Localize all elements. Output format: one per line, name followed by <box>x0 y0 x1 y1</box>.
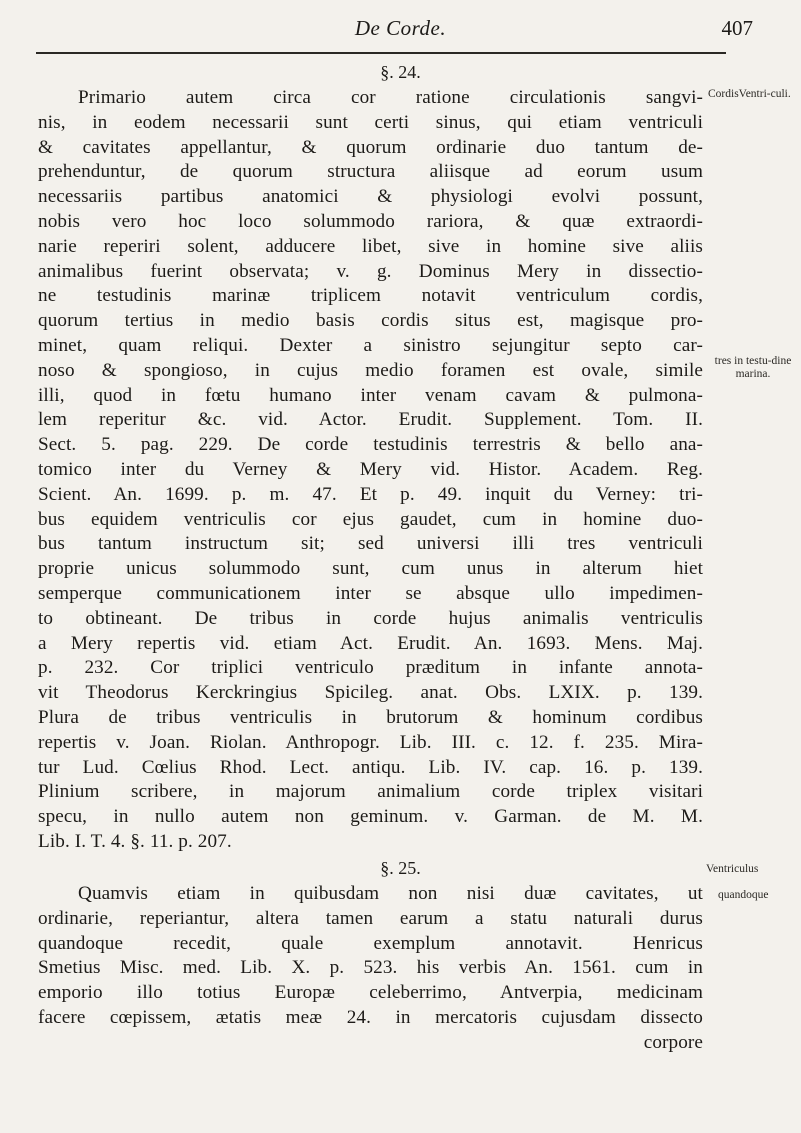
text-line: repertis v. Joan. Riolan. Anthropogr. Lib. III. c. 12. f. 235. Mira- <box>38 731 703 753</box>
text-line: illi, quod in fœtu humano inter venam cavam & pulmona- <box>38 384 703 406</box>
text-line: nobis vero hoc loco solummodo rariora, & quæ extraordi- <box>38 210 703 232</box>
running-head <box>0 16 801 46</box>
text-line: quandoque recedit, quale exemplum annotavit. Henricus <box>38 932 703 954</box>
marginal-note-quandoque: quandoque <box>718 889 769 901</box>
marginal-note-cordis-ventriculi: CordisVentri-culi. <box>708 88 791 100</box>
text-line: Plura de tribus ventriculis in brutorum & hominum cordibus <box>38 706 703 728</box>
text-line: lem reperitur &c. vid. Actor. Erudit. Supplement. Tom. II. <box>38 409 703 431</box>
marginal-note-tres-in-testudine: tres in testu-dine marina. <box>714 355 792 380</box>
text-line: Lib. I. T. 4. §. 11. p. 207. <box>38 830 232 852</box>
text-line: & cavitates appellantur, & quorum ordinarie duo tantum de- <box>38 136 703 158</box>
text-line: tur Lud. Cœlius Rhod. Lect. antiqu. Lib. IV. cap. 16. p. 139. <box>38 756 703 778</box>
paragraph-2 <box>38 882 703 1056</box>
text-line: Primario autem circa cor ratione circulationis sangvi- <box>78 87 703 108</box>
paragraph-1 <box>38 86 703 855</box>
text-line: emporio illo totius Europæ celeberrimo, Antverpia, medicinam <box>38 982 703 1004</box>
page-number: 407 <box>721 16 753 40</box>
text-line: Quamvis etiam in quibusdam non nisi duæ cavitates, ut <box>78 883 703 904</box>
text-line: bus equidem ventriculis cor ejus gaudet, cum in homine duo- <box>38 508 703 530</box>
text-line: to obtineant. De tribus in corde hujus animalis ventriculis <box>38 607 703 629</box>
marginal-note-ventriculus: Ventriculus <box>706 863 759 875</box>
text-line: semperque communicationem inter se absque ullo impedimen- <box>38 582 703 604</box>
text-line: tomico inter du Verney & Mery vid. Histor. Academ. Reg. <box>38 458 703 480</box>
text-line: proprie unicus solummodo sunt, cum unus in alterum hiet <box>38 558 703 580</box>
text-line: p. 232. Cor triplici ventriculo præditum in infante annota- <box>38 657 703 679</box>
text-line: animalibus fuerint observata; v. g. Dominus Mery in dissectio- <box>38 260 703 282</box>
header-rule <box>36 52 726 54</box>
text-line: Sect. 5. pag. 229. De corde testudinis terrestris & bello ana- <box>38 434 703 456</box>
text-line: narie reperiri solent, adducere libet, sive in homine sive aliis <box>38 235 703 257</box>
text-line: vit Theodorus Kerckringius Spicileg. anat. Obs. LXIX. p. 139. <box>38 682 703 704</box>
text-line: Smetius Misc. med. Lib. X. p. 523. his verbis An. 1561. cum in <box>38 957 703 979</box>
catchword: corpore <box>643 1031 703 1053</box>
text-line: facere cœpissem, ætatis meæ 24. in mercatoris cujusdam dissecto <box>38 1006 703 1028</box>
text-line: ordinarie, reperiantur, altera tamen earum a statu naturali durus <box>38 907 703 929</box>
text-line: ne testudinis marinæ triplicem notavit ventriculum cordis, <box>38 285 703 307</box>
text-line: necessariis partibus anatomici & physiologi evolvi possunt, <box>38 186 703 208</box>
text-line: nis, in eodem necessarii sunt certi sinus, qui etiam ventriculi <box>38 111 703 133</box>
text-line: quorum tertius in medio basis cordis situs est, magisque pro- <box>38 310 703 332</box>
text-line: Scient. An. 1699. p. m. 47. Et p. 49. inquit du Verney: tri- <box>38 483 703 505</box>
section-heading-24: §. 24. <box>380 62 421 82</box>
text-line: minet, quam reliqui. Dexter a sinistro sejungitur septo car- <box>38 334 703 356</box>
text-line: bus tantum instructum sit; sed universi illi tres ventriculi <box>38 533 703 555</box>
text-line: Plinium scribere, in majorum animalium corde triplex visitari <box>38 781 703 803</box>
running-head-title: De Corde. <box>354 16 447 40</box>
text-line: a Mery repertis vid. etiam Act. Erudit. An. 1693. Mens. Maj. <box>38 632 703 654</box>
section-heading-25: §. 25. <box>380 858 421 878</box>
text-line: prehenduntur, de quorum structura aliisque ad eorum usum <box>38 161 703 183</box>
text-line: noso & spongioso, in cujus medio foramen est ovale, simile <box>38 359 703 381</box>
text-line: specu, in nullo autem non geminum. v. Garman. de M. M. <box>38 806 703 828</box>
